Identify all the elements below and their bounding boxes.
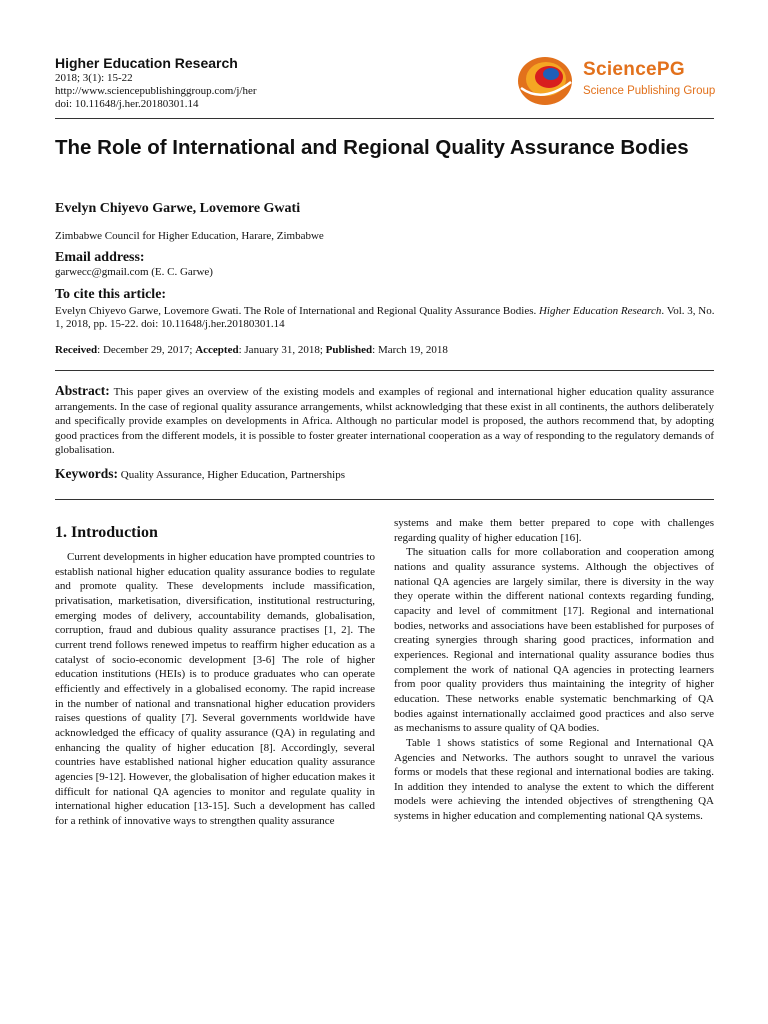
section-heading-introduction: 1. Introduction — [55, 524, 158, 541]
journal-doi: doi: 10.11648/j.her.20180301.14 — [55, 98, 199, 110]
logo-wordmark: SciencePG — [583, 59, 685, 80]
paragraph: The situation calls for more collaboration and cooperation among nations and quality assurance systems. Although the objectives of national QA agencies are largely similar, there is diversity in the way they operate within the different national contexts regarding funding, capacity and level of commitment [17]. Regional and international bodies, networks and associations have been established for purposes of creating synergies through sharing good practices, information and experiences. Regional and international quality assurance bodies thus complement the work of national QA agencies in protecting learners from poor quality providers thus maintaining the integrity of higher education. These networks enable systematic benchmarking of QA bodies against internationally acclaimed good practices and also serve as mechanisms to assure quality of QA bodies. — [394, 546, 714, 735]
email-heading: Email address: — [55, 250, 145, 265]
journal-url[interactable]: http://www.sciencepublishinggroup.com/j/her — [55, 85, 257, 97]
abstract — [55, 384, 714, 458]
citation-journal: Higher Education Research — [538, 305, 662, 317]
sciencepg-logo — [515, 52, 720, 110]
publication-dates: Received: December 29, 2017; Accepted: January 31, 2018; Published: March 19, 2018 — [55, 344, 448, 356]
citation-text: Evelyn Chiyevo Garwe, Lovemore Gwati. The Role of International and Regional Quality Assurance Bodies. Higher Education Research. Vol. 3, No. 1, 2018, pp. 15-22. doi: 10.11648/j.her.20180301.14 — [55, 305, 715, 331]
right-column — [394, 516, 714, 824]
email-address[interactable]: garwecc@gmail.com (E. C. Garwe) — [55, 266, 213, 278]
keywords-label: Keywords: — [55, 466, 118, 481]
abstract-top-divider — [55, 370, 714, 371]
keywords-text: Quality Assurance, Higher Education, Partnerships — [120, 469, 345, 481]
article-authors: Evelyn Chiyevo Garwe, Lovemore Gwati — [55, 201, 301, 216]
left-column — [55, 550, 375, 828]
abstract-text: This paper gives an overview of the existing models and examples of regional and international higher education quality assurance arrangements. In the case of regional quality assurance arrangements, whilst acknowledging that these exist in all continents, the authors deliberately and specifically provide examples on developments in Africa. Although no particular model is proposed, the authors recommend that, by adopting good practices from the different models, it is possible to foster greater international cooperation as a way of responding to the regulatory demands of globalisation. — [55, 386, 714, 457]
cite-heading: To cite this article: — [55, 287, 167, 302]
abstract-label: Abstract: — [55, 383, 110, 398]
paragraph: Current developments in higher education have prompted countries to establish national higher education quality assurance bodies to regulate and promote quality. These developments include massification, privatisation, marketisation, diversification, institutional restructuring, emerging modes of delivery, accountability demands, globalisation, corruption, fraud and dubious quality assurance practises [1, 2]. The current trend follows renewed impetus to reaffirm higher education as a catalyst of socio-economic development [3-6] The role of higher education institutions (HEIs) is to produce graduates who can operate efficiently and effectively in a globalised economy. The rapid increase in the number of national and transnational higher education providers raises questions of quality [7]. Several governments worldwide have acknowledged the efficacy of quality assurance (QA) in regulating and enhancing the quality of higher education [8]. Accordingly, several countries have established national higher education quality assurance agencies [9-12]. However, the globalisation of higher education makes it difficult for national QA agencies to monitor and regulate quality in international higher education [13-15]. Such a development has called for a rethink of innovative ways to strengthen quality assurance — [55, 551, 375, 827]
journal-volume: 2018; 3(1): 15-22 — [55, 72, 133, 84]
paragraph: Table 1 shows statistics of some Regional and International QA Agencies and Networks. The authors sought to unravel the various forms or models that these regional and international bodies are taking. In addition they intended to analyse the extent to which the different models were achieving the intended objectives of strengthening QA systems in higher education and complementing national QA systems. — [394, 736, 714, 823]
paragraph: systems and make them better prepared to cope with challenges regarding quality of higher education [16]. — [394, 517, 714, 544]
author-affiliation: Zimbabwe Council for Higher Education, Harare, Zimbabwe — [55, 230, 324, 242]
header-divider — [55, 118, 714, 119]
journal-name: Higher Education Research — [55, 55, 238, 71]
sciencepg-swirl-icon — [515, 52, 577, 110]
keywords — [55, 466, 714, 482]
logo-subtitle: Science Publishing Group — [583, 85, 716, 97]
article-title: The Role of International and Regional Quality Assurance Bodies — [55, 136, 689, 159]
abstract-bottom-divider — [55, 499, 714, 500]
